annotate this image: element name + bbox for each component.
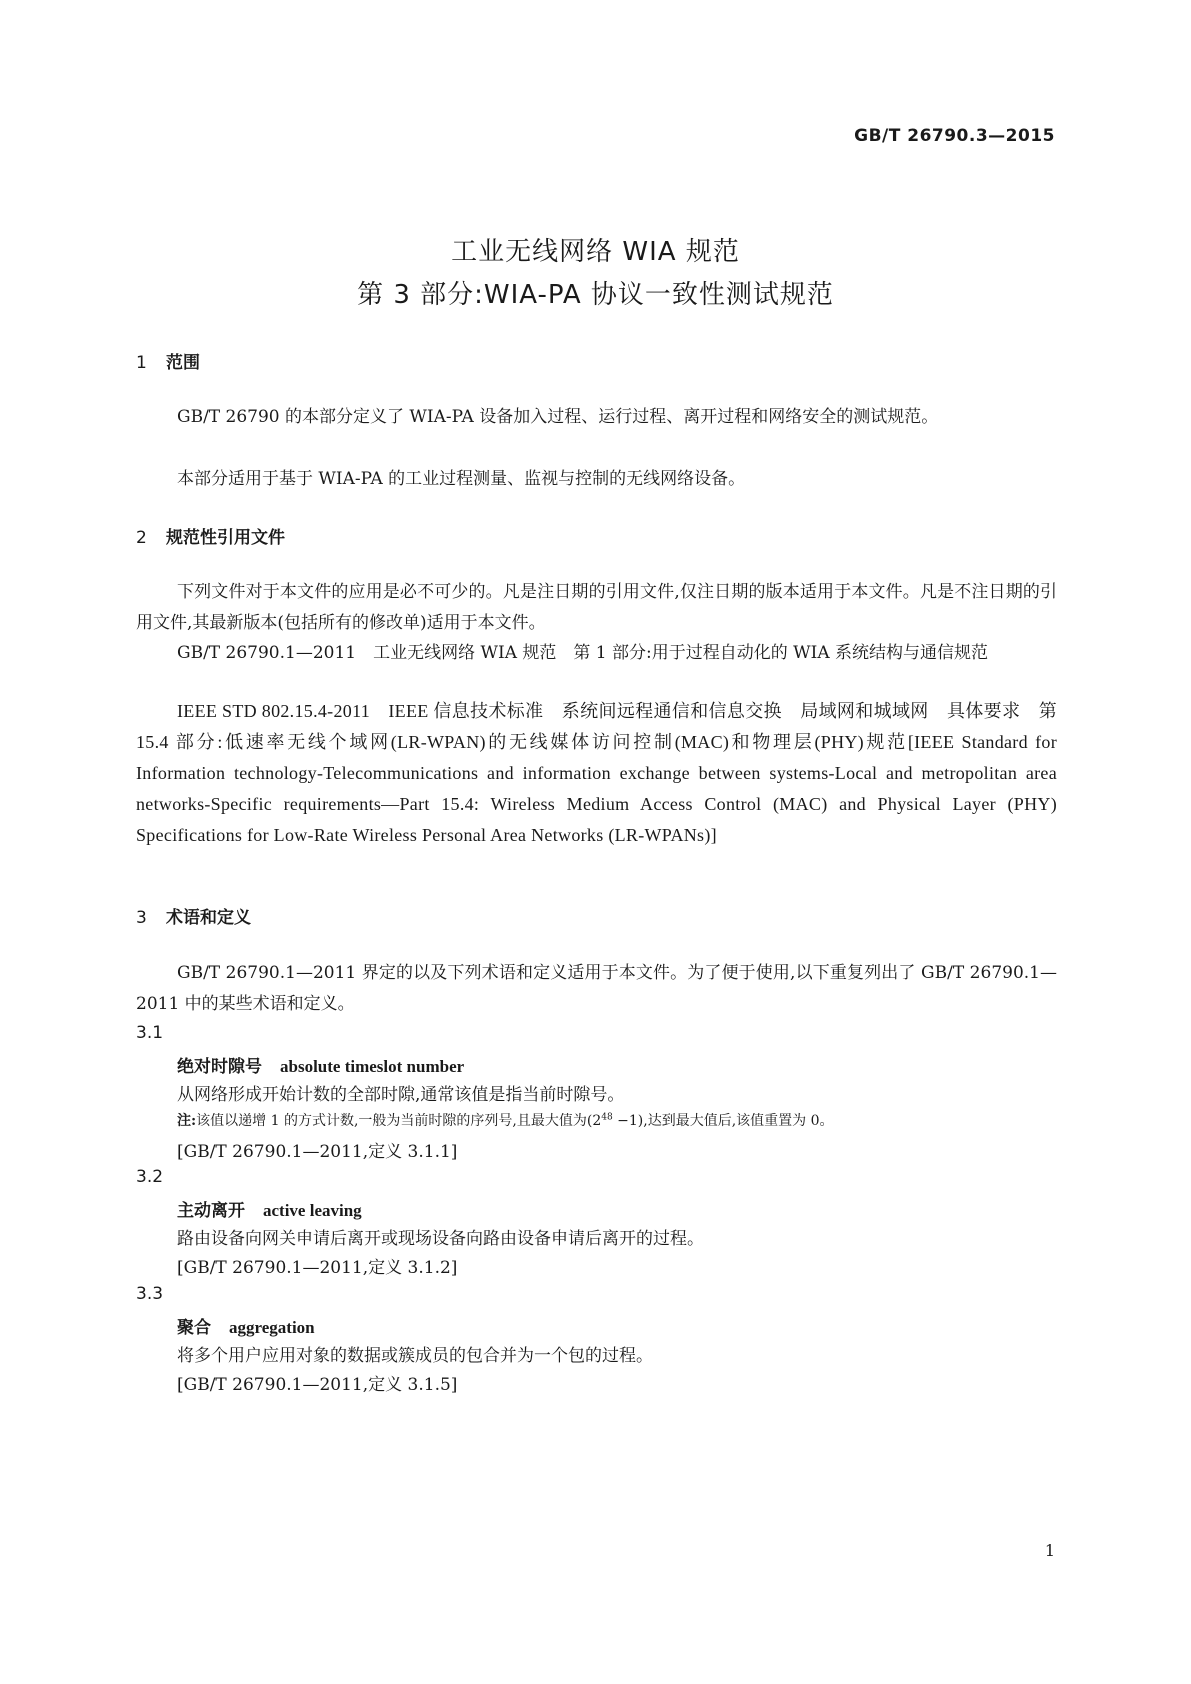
term-english: active leaving — [263, 1201, 362, 1220]
term-source-reference: [GB/T 26790.1—2011,定义 3.1.5] — [177, 1375, 458, 1395]
note-text: 该值以递增 1 的方式计数,一般为当前时隙的序列号,且最大值为(2 — [196, 1113, 602, 1129]
section-number: 1 — [136, 353, 147, 373]
section-3-heading — [136, 903, 251, 928]
term-heading — [177, 1313, 315, 1338]
term-heading — [177, 1196, 362, 1221]
term-chinese: 绝对时隙号 — [177, 1057, 262, 1077]
term-note — [177, 1110, 834, 1130]
standard-code: GB/T 26790.3—2015 — [854, 126, 1055, 146]
term-source-reference: [GB/T 26790.1—2011,定义 3.1.2] — [177, 1258, 458, 1278]
section-1-paragraph-2: 本部分适用于基于 WIA-PA 的工业过程测量、监视与控制的无线网络设备。 — [177, 469, 746, 489]
term-heading — [177, 1052, 464, 1077]
note-text-end: −1),达到最大值后,该值重置为 0。 — [612, 1113, 834, 1129]
normative-reference-1: GB/T 26790.1—2011 工业无线网络 WIA 规范 第 1 部分:用于过程自动化的 WIA 系统结构与通信规范 — [177, 643, 989, 663]
section-1-paragraph-1: GB/T 26790 的本部分定义了 WIA-PA 设备加入过程、运行过程、离开过程和网络安全的测试规范。 — [177, 407, 939, 427]
term-english: aggregation — [229, 1318, 315, 1337]
page-number: 1 — [1044, 1541, 1055, 1560]
term-definition: 将多个用户应用对象的数据或簇成员的包合并为一个包的过程。 — [177, 1346, 653, 1366]
section-number: 2 — [136, 528, 147, 548]
term-number: 3.2 — [136, 1167, 164, 1187]
term-definition: 路由设备向网关申请后离开或现场设备向路由设备申请后离开的过程。 — [177, 1229, 704, 1249]
term-definition: 从网络形成开始计数的全部时隙,通常该值是指当前时隙号。 — [177, 1085, 625, 1105]
document-title-line1: 工业无线网络 WIA 规范 — [451, 237, 740, 267]
section-3-paragraph-1: GB/T 26790.1—2011 界定的以及下列术语和定义适用于本文件。为了便于使用,以下重复列出了 GB/T 26790.1—2011 中的某些术语和定义。 — [136, 963, 1057, 1014]
note-exponent: 48 — [601, 1112, 613, 1123]
document-title-line2: 第 3 部分:WIA-PA 协议一致性测试规范 — [357, 280, 834, 310]
section-2-heading — [136, 523, 285, 548]
term-number: 3.3 — [136, 1284, 164, 1304]
term-number: 3.1 — [136, 1023, 164, 1043]
normative-reference-2: IEEE STD 802.15.4-2011 IEEE 信息技术标准 系统间远程通信和信息交换 局域网和城域网 具体要求 第 15.4 部分:低速率无线个域网(LR-WPAN)的无线媒体访问控制(MAC)和物理层(PHY)规范[IEEE Standard for Information technology-Telecommunications and information exchange between systems-Local and metropolitan area networks-Specific requirements—Part 15.4: Wireless Medium Access Control (MAC) and Physical Layer (PHY) Specifications for Low-Rate Wireless Personal Area Networks (LR-WPANs)] — [136, 701, 1057, 845]
term-chinese: 聚合 — [177, 1318, 211, 1338]
section-title: 规范性引用文件 — [166, 528, 285, 548]
section-1-heading — [136, 348, 200, 373]
term-english: absolute timeslot number — [280, 1057, 465, 1076]
term-source-reference: [GB/T 26790.1—2011,定义 3.1.1] — [177, 1142, 458, 1162]
section-title: 术语和定义 — [166, 908, 251, 928]
section-number: 3 — [136, 908, 147, 928]
note-label: 注: — [177, 1113, 197, 1129]
section-2-paragraph-1: 下列文件对于本文件的应用是必不可少的。凡是注日期的引用文件,仅注日期的版本适用于本文件。凡是不注日期的引用文件,其最新版本(包括所有的修改单)适用于本文件。 — [136, 582, 1057, 633]
section-title: 范围 — [166, 353, 200, 373]
term-chinese: 主动离开 — [177, 1201, 245, 1221]
